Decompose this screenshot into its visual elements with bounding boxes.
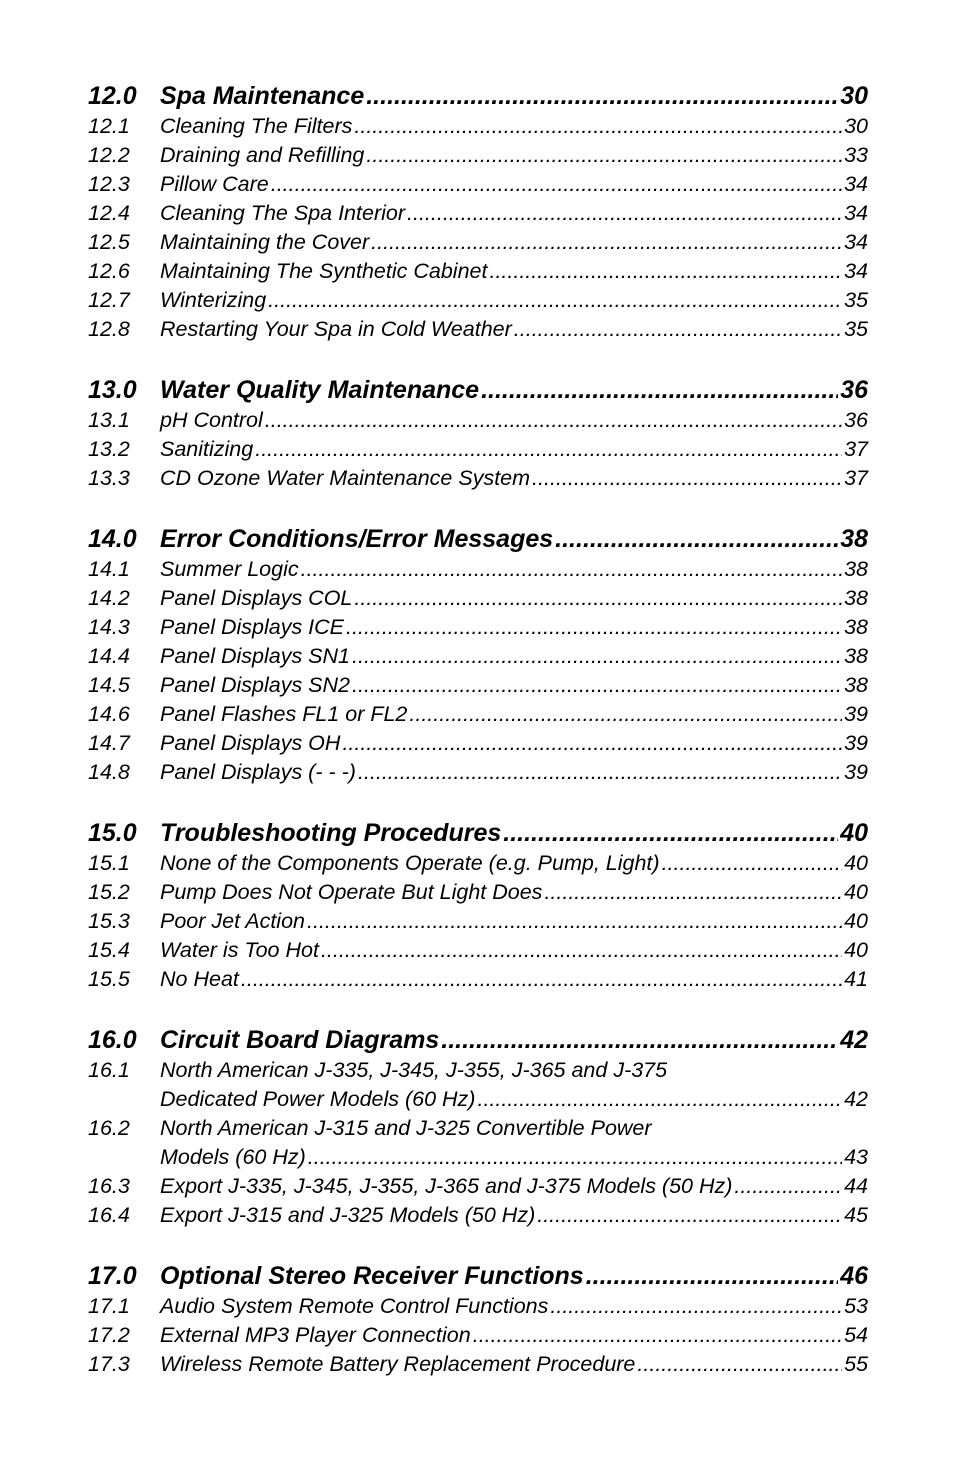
section-heading-entry[interactable]: [88, 817, 868, 849]
subsection-title: Sanitizing: [160, 437, 254, 461]
section-number: 15.0: [88, 819, 137, 847]
dot-leader: [352, 642, 842, 671]
subsection-page-number: 34: [844, 230, 868, 254]
dot-leader: [321, 936, 842, 965]
subsection-entry[interactable]: [88, 464, 868, 493]
subsection-number: 15.3: [88, 909, 130, 933]
subsection-page-number: 35: [844, 288, 868, 312]
subsection-entry-continued[interactable]: [88, 1143, 868, 1172]
subsection-page-number: 55: [844, 1352, 868, 1376]
dot-leader: [503, 817, 838, 849]
subsection-title: Export J-335, J-345, J-355, J-365 and J-375 Models (50 Hz): [160, 1174, 733, 1198]
subsection-number: 17.1: [88, 1294, 130, 1318]
subsection-number: 16.2: [88, 1116, 130, 1140]
subsection-page-number: 40: [844, 909, 868, 933]
subsection-page-number: 42: [844, 1087, 868, 1111]
subsection-entry[interactable]: [88, 199, 868, 228]
dot-leader: [352, 671, 842, 700]
toc-section: [88, 1024, 868, 1230]
section-title: Troubleshooting Procedures: [160, 819, 502, 847]
subsection-page-number: 40: [844, 851, 868, 875]
subsection-entry[interactable]: [88, 1114, 868, 1143]
subsection-title: Poor Jet Action: [160, 909, 305, 933]
section-title: Circuit Board Diagrams: [160, 1026, 440, 1054]
subsection-page-number: 39: [844, 731, 868, 755]
subsection-title: External MP3 Player Connection: [160, 1323, 471, 1347]
subsection-number: 12.1: [88, 114, 130, 138]
dot-leader: [366, 141, 842, 170]
subsection-entry[interactable]: [88, 1292, 868, 1321]
subsection-page-number: 40: [844, 880, 868, 904]
subsection-number: 12.5: [88, 230, 130, 254]
dot-leader: [514, 315, 842, 344]
dot-leader: [301, 555, 842, 584]
subsection-number: 15.5: [88, 967, 130, 991]
subsection-entry[interactable]: [88, 315, 868, 344]
subsection-entry[interactable]: [88, 758, 868, 787]
subsection-entry[interactable]: [88, 170, 868, 199]
subsection-number: 12.2: [88, 143, 130, 167]
subsection-page-number: 38: [844, 644, 868, 668]
dot-leader: [555, 523, 838, 555]
dot-leader: [346, 613, 842, 642]
subsection-title: Water is Too Hot: [160, 938, 319, 962]
section-heading-entry[interactable]: [88, 523, 868, 555]
subsection-title: Panel Displays COL: [160, 586, 353, 610]
subsection-number: 12.8: [88, 317, 130, 341]
subsection-page-number: 39: [844, 760, 868, 784]
subsection-entry[interactable]: [88, 228, 868, 257]
subsection-title: None of the Components Operate (e.g. Pump, Light): [160, 851, 660, 875]
dot-leader: [409, 700, 842, 729]
dot-leader: [366, 80, 838, 112]
subsection-title: Export J-315 and J-325 Models (50 Hz): [160, 1203, 536, 1227]
dot-leader: [354, 584, 842, 613]
subsection-number: 15.1: [88, 851, 130, 875]
subsection-entry[interactable]: [88, 555, 868, 584]
subsection-number: 16.1: [88, 1058, 130, 1082]
subsection-entry-continued[interactable]: [88, 1085, 868, 1114]
subsection-number: 15.2: [88, 880, 130, 904]
subsection-title: Audio System Remote Control Functions: [160, 1294, 549, 1318]
subsection-number: 17.2: [88, 1323, 130, 1347]
toc-section: [88, 374, 868, 493]
subsection-title: Draining and Refilling: [160, 143, 365, 167]
section-number: 17.0: [88, 1262, 137, 1290]
subsection-title-continued: Models (60 Hz): [160, 1145, 306, 1169]
subsection-page-number: 53: [844, 1294, 868, 1318]
section-title: Spa Maintenance: [160, 82, 365, 110]
subsection-entry[interactable]: [88, 1350, 868, 1379]
subsection-page-number: 41: [844, 967, 868, 991]
dot-leader: [537, 1201, 842, 1230]
subsection-title: Panel Displays SN1: [160, 644, 351, 668]
subsection-number: 14.4: [88, 644, 130, 668]
toc-section: [88, 817, 868, 994]
subsection-page-number: 34: [844, 172, 868, 196]
subsection-page-number: 44: [844, 1174, 868, 1198]
subsection-entry[interactable]: [88, 112, 868, 141]
subsection-title: North American J-315 and J-325 Convertible Power: [160, 1116, 652, 1140]
subsection-entry[interactable]: [88, 141, 868, 170]
subsection-page-number: 34: [844, 259, 868, 283]
dot-leader: [586, 1260, 838, 1292]
subsection-entry[interactable]: [88, 1172, 868, 1201]
subsection-number: 14.3: [88, 615, 130, 639]
subsection-number: 13.3: [88, 466, 130, 490]
toc-section: [88, 523, 868, 787]
subsection-page-number: 37: [844, 466, 868, 490]
section-page-number: 40: [840, 819, 868, 847]
dot-leader: [271, 170, 842, 199]
subsection-entry[interactable]: [88, 406, 868, 435]
toc-section: [88, 80, 868, 344]
subsection-page-number: 54: [844, 1323, 868, 1347]
subsection-entry[interactable]: [88, 1201, 868, 1230]
subsection-entry[interactable]: [88, 435, 868, 464]
subsection-title: Panel Displays (- - -): [160, 760, 356, 784]
subsection-entry[interactable]: [88, 849, 868, 878]
subsection-title: Panel Displays ICE: [160, 615, 345, 639]
subsection-title: Wireless Remote Battery Replacement Procedure: [160, 1352, 636, 1376]
subsection-entry[interactable]: [88, 613, 868, 642]
subsection-title: Cleaning The Spa Interior: [160, 201, 406, 225]
dot-leader: [637, 1350, 842, 1379]
subsection-title: Panel Displays OH: [160, 731, 341, 755]
subsection-page-number: 33: [844, 143, 868, 167]
subsection-entry[interactable]: [88, 936, 868, 965]
subsection-entry[interactable]: [88, 1056, 868, 1085]
subsection-title: North American J-335, J-345, J-355, J-365 and J-375: [160, 1058, 668, 1082]
subsection-number: 12.7: [88, 288, 130, 312]
section-page-number: 38: [840, 525, 868, 553]
dot-leader: [308, 1143, 842, 1172]
dot-leader: [481, 374, 838, 406]
dot-leader: [662, 849, 843, 878]
subsection-page-number: 30: [844, 114, 868, 138]
subsection-title: pH Control: [160, 408, 263, 432]
subsection-entry[interactable]: [88, 965, 868, 994]
subsection-page-number: 35: [844, 317, 868, 341]
section-title: Error Conditions/Error Messages: [160, 525, 554, 553]
subsection-title: No Heat: [160, 967, 239, 991]
dot-leader: [477, 1085, 842, 1114]
section-page-number: 46: [840, 1262, 868, 1290]
subsection-number: 12.3: [88, 172, 130, 196]
subsection-number: 14.8: [88, 760, 130, 784]
subsection-number: 13.2: [88, 437, 130, 461]
dot-leader: [473, 1321, 842, 1350]
subsection-number: 14.6: [88, 702, 130, 726]
subsection-number: 12.4: [88, 201, 130, 225]
subsection-number: 16.3: [88, 1174, 130, 1198]
subsection-title: Panel Flashes FL1 or FL2: [160, 702, 408, 726]
subsection-number: 14.5: [88, 673, 130, 697]
section-heading-entry[interactable]: [88, 1024, 868, 1056]
section-title: Optional Stereo Receiver Functions: [160, 1262, 584, 1290]
subsection-title: Pillow Care: [160, 172, 269, 196]
subsection-page-number: 38: [844, 586, 868, 610]
subsection-entry[interactable]: [88, 671, 868, 700]
subsection-title: Pump Does Not Operate But Light Does: [160, 880, 543, 904]
subsection-title: Cleaning The Filters: [160, 114, 353, 138]
section-page-number: 36: [840, 376, 868, 404]
subsection-title: Winterizing: [160, 288, 267, 312]
subsection-number: 16.4: [88, 1203, 130, 1227]
subsection-entry[interactable]: [88, 257, 868, 286]
subsection-title: Restarting Your Spa in Cold Weather: [160, 317, 512, 341]
subsection-page-number: 37: [844, 437, 868, 461]
subsection-page-number: 34: [844, 201, 868, 225]
subsection-page-number: 40: [844, 938, 868, 962]
subsection-title: Maintaining The Synthetic Cabinet: [160, 259, 488, 283]
subsection-page-number: 38: [844, 557, 868, 581]
dot-leader: [358, 758, 842, 787]
subsection-entry[interactable]: [88, 700, 868, 729]
toc-section: [88, 1260, 868, 1379]
subsection-page-number: 45: [844, 1203, 868, 1227]
section-number: 14.0: [88, 525, 137, 553]
dot-leader: [550, 1292, 842, 1321]
section-page-number: 42: [840, 1026, 868, 1054]
subsection-entry[interactable]: [88, 286, 868, 315]
section-title: Water Quality Maintenance: [160, 376, 480, 404]
dot-leader: [489, 257, 842, 286]
section-page-number: 30: [840, 82, 868, 110]
dot-leader: [441, 1024, 838, 1056]
dot-leader: [241, 965, 842, 994]
dot-leader: [268, 286, 842, 315]
subsection-entry[interactable]: [88, 729, 868, 758]
subsection-title: CD Ozone Water Maintenance System: [160, 466, 531, 490]
subsection-number: 17.3: [88, 1352, 130, 1376]
subsection-number: 14.7: [88, 731, 130, 755]
section-number: 12.0: [88, 82, 137, 110]
subsection-title-continued: Dedicated Power Models (60 Hz): [160, 1087, 476, 1111]
dot-leader: [734, 1172, 842, 1201]
subsection-entry[interactable]: [88, 642, 868, 671]
section-heading-entry[interactable]: [88, 80, 868, 112]
dot-leader: [265, 406, 842, 435]
dot-leader: [532, 464, 842, 493]
subsection-page-number: 38: [844, 615, 868, 639]
subsection-title: Panel Displays SN2: [160, 673, 351, 697]
dot-leader: [342, 729, 842, 758]
section-number: 13.0: [88, 376, 137, 404]
subsection-number: 15.4: [88, 938, 130, 962]
subsection-entry[interactable]: [88, 584, 868, 613]
subsection-title: Summer Logic: [160, 557, 299, 581]
subsection-number: 13.1: [88, 408, 130, 432]
subsection-number: 14.2: [88, 586, 130, 610]
subsection-page-number: 43: [844, 1145, 868, 1169]
section-heading-entry[interactable]: [88, 1260, 868, 1292]
dot-leader: [544, 878, 842, 907]
subsection-number: 12.6: [88, 259, 130, 283]
subsection-page-number: 39: [844, 702, 868, 726]
dot-leader: [354, 112, 842, 141]
dot-leader: [371, 228, 842, 257]
subsection-entry[interactable]: [88, 907, 868, 936]
dot-leader: [407, 199, 842, 228]
dot-leader: [255, 435, 842, 464]
dot-leader: [307, 907, 842, 936]
subsection-entry[interactable]: [88, 1321, 868, 1350]
subsection-title: Maintaining the Cover: [160, 230, 370, 254]
subsection-entry[interactable]: [88, 878, 868, 907]
section-number: 16.0: [88, 1026, 137, 1054]
table-of-contents: [88, 80, 868, 1409]
section-heading-entry[interactable]: [88, 374, 868, 406]
subsection-page-number: 38: [844, 673, 868, 697]
subsection-number: 14.1: [88, 557, 130, 581]
subsection-page-number: 36: [844, 408, 868, 432]
